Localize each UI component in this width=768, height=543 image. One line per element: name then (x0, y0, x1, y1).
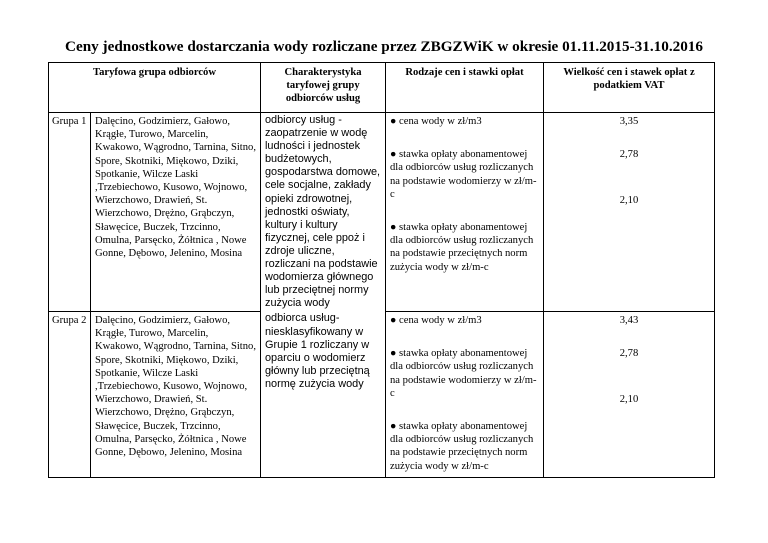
table-row-group-1 (49, 113, 715, 312)
fee-item: ● stawka opłaty abonamentowej dla odbiorców usług rozliczanych na podstawie wodomierzy w zł/m-c (390, 149, 537, 200)
group-1-fees (386, 113, 544, 312)
value-item: 2,78 (619, 347, 639, 359)
value-item: 2,78 (619, 149, 639, 160)
fee-item: ● stawka opłaty abonamentowej dla odbiorców usług rozliczanych na podstawie przeciętnych norm zużycia wody w zł/m-c (390, 222, 534, 273)
header-fees: Rodzaje cen i stawki opłat (386, 63, 544, 113)
group-2-characteristics: odbiorca usług- niesklasyfikowany w Grupie 1 rozliczany w oparciu o wodomierz główny lub przeciętną normę zużycia wody (261, 311, 386, 477)
header-values: Wielkość cen i stawek opłat z podatkiem VAT (544, 63, 715, 113)
header-row (49, 63, 715, 113)
price-table (48, 62, 715, 478)
group-1-localities: Dalęcino, Godzimierz, Gałowo, Krągłe, Turowo, Marcelin, Kwakowo, Wągrodno, Tarnina, Sitno, Spore, Skotniki, Miękowo, Dziki, Spotkanie, Wilcze Laski ,Trzebiechowo, Kusowo, Wojnowo, Wierzchowo, Drawień, St. Wierzchowo, Drężno, Grąbczyn, Sławęcice, Buczek, Trzcinno, Omulna, Parsęcko, Żółtnica , Nowe Gonne, Dębowo, Jelenino, Mosina (91, 113, 261, 312)
group-1-name: Grupa 1 (49, 113, 91, 312)
group-2-fees (386, 311, 544, 477)
value-item: 2,10 (619, 393, 639, 405)
group-2-values (544, 311, 715, 477)
header-group: Taryfowa grupa odbiorców (49, 63, 261, 113)
group-1-values (544, 113, 715, 312)
group-2-localities: Dalęcino, Godzimierz, Gałowo, Krągłe, Turowo, Marcelin, Kwakowo, Wągrodno, Tarnina, Sitno, Spore, Skotniki, Miękowo, Dziki, Spotkanie, Wilcze Laski ,Trzebiechowo, Kusowo, Wojnowo, Wierzchowo, Drawień, St. Wierzchowo, Drężno, Grąbczyn, Sławęcice, Buczek, Trzcinno, Omulna, Parsęcko, Żółtnica , Nowe Gonne, Dębowo, Jelenino, Mosina (91, 311, 261, 477)
fee-item: ● cena wody w zł/m3 (390, 314, 482, 326)
table-row-group-2 (49, 311, 715, 477)
group-2-name: Grupa 2 (49, 311, 91, 477)
header-characteristics: Charakterystyka taryfowej grupy odbiorców usług (261, 63, 386, 113)
fee-item: ● cena wody w zł/m3 (390, 116, 482, 127)
document-title: Ceny jednostkowe dostarczania wody rozliczane przez ZBGZWiK w okresie 01.11.2015-31.10.2016 (65, 38, 703, 55)
value-item: 2,10 (619, 195, 639, 206)
group-1-characteristics: odbiorcy usług - zaopatrzenie w wodę ludności i jednostek budżetowych, gospodarstwa domowe, cele socjalne, zakłady opieki zdrowotnej, jednostki oświaty, kultury i kultury fizycznej, cele ppoż i zdroje uliczne, rozliczani na podstawie wodomierza głównego lub przeciętnej normy zużycia wody (261, 113, 386, 312)
value-item: 3,43 (619, 314, 639, 326)
fee-item: ● stawka opłaty abonamentowej dla odbiorców usług rozliczanych na podstawie przeciętnych norm zużycia wody w zł/m-c (390, 420, 534, 472)
value-item: 3,35 (619, 116, 639, 127)
fee-item: ● stawka opłaty abonamentowej dla odbiorców usług rozliczanych na podstawie wodomierzy w zł/m-c (390, 348, 537, 399)
